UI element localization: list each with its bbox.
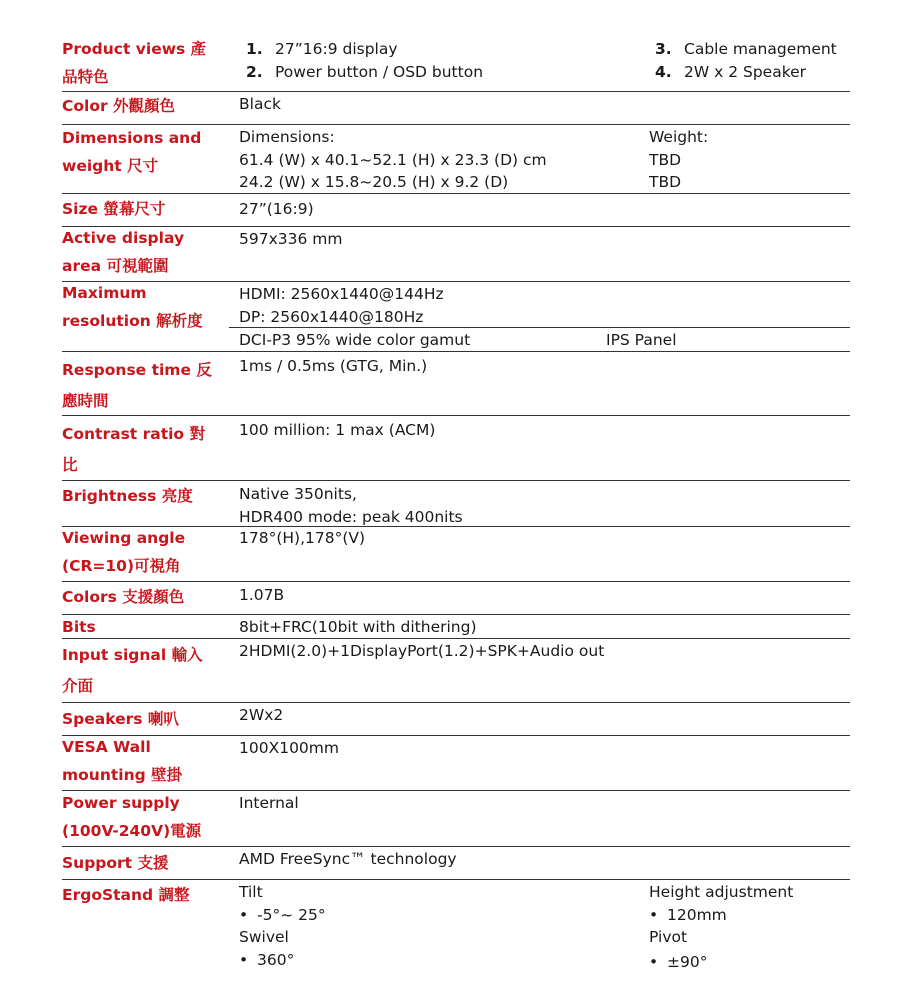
- spec-label-dimensions: Dimensions and weight 尺寸: [62, 129, 202, 175]
- resolution-dp: DP: 2560x1440@180Hz: [239, 307, 424, 326]
- product-view-item-4: 4. 2W x 2 Speaker: [655, 62, 807, 81]
- spec-value-vesa: 100X100mm: [239, 739, 339, 757]
- height-title: Height adjustment: [649, 883, 794, 901]
- spec-label-contrast: Contrast ratio 對比: [62, 425, 205, 474]
- row-divider: [62, 193, 850, 194]
- brightness-hdr: HDR400 mode: peak 400nits: [239, 507, 463, 526]
- spec-label-product-views: Product views 產品特色: [62, 40, 207, 86]
- swivel-value: • 360°: [239, 949, 294, 972]
- bullet-icon: •: [649, 953, 659, 971]
- row-divider: [62, 879, 850, 880]
- row-divider: [62, 638, 850, 639]
- spec-label-response-time: Response time 反應時間: [62, 361, 212, 410]
- row-divider: [62, 480, 850, 481]
- spec-value-color: Black: [239, 95, 281, 113]
- height-value: • 120mm: [649, 904, 727, 927]
- spec-label-active-area: Active display area 可視範圍: [62, 229, 185, 275]
- row-divider: [62, 91, 850, 92]
- spec-value-size: 27”(16:9): [239, 200, 314, 218]
- row-divider: [62, 415, 850, 416]
- spec-label-ergostand: ErgoStand 調整: [62, 886, 190, 904]
- swivel-title: Swivel: [239, 928, 289, 947]
- dimensions-cm: 61.4 (W) x 40.1~52.1 (H) x 23.3 (D) cm: [239, 150, 547, 169]
- dimensions-title: Dimensions:: [239, 128, 335, 146]
- row-divider: [62, 702, 850, 703]
- pivot-value: • ±90°: [649, 951, 707, 974]
- spec-value-support: AMD FreeSync™ technology: [239, 850, 457, 868]
- pivot-title: Pivot: [649, 928, 688, 947]
- spec-label-speakers: Speakers 喇叭: [62, 710, 179, 728]
- tilt-title: Tilt: [239, 883, 263, 901]
- bullet-icon: •: [649, 905, 659, 924]
- bullet-icon: •: [239, 905, 249, 924]
- spec-label-vesa: VESA Wall mounting 壁掛: [62, 738, 183, 784]
- spec-label-resolution: Maximum resolution 解析度: [62, 284, 203, 330]
- bullet-icon: •: [239, 950, 249, 969]
- product-view-item-2: 2. Power button / OSD button: [246, 62, 484, 81]
- weight-value-1: TBD: [649, 150, 682, 169]
- spec-value-input-signal: 2HDMI(2.0)+1DisplayPort(1.2)+SPK+Audio out: [239, 642, 605, 660]
- row-divider: [62, 581, 850, 582]
- spec-label-color: Color 外觀顏色: [62, 97, 176, 115]
- resolution-panel: IPS Panel: [606, 331, 677, 349]
- spec-value-bits: 8bit+FRC(10bit with dithering): [239, 618, 477, 636]
- dimensions-inch: 24.2 (W) x 15.8~20.5 (H) x 9.2 (D): [239, 173, 509, 192]
- spec-label-input-signal: Input signal 輸入介面: [62, 646, 203, 695]
- tilt-value: • -5°~ 25°: [239, 904, 326, 927]
- spec-label-size: Size 螢幕尺寸: [62, 200, 166, 218]
- resolution-gamut: DCI-P3 95% wide color gamut: [239, 331, 471, 349]
- row-divider: [62, 846, 850, 847]
- resolution-hdmi: HDMI: 2560x1440@144Hz: [239, 285, 444, 303]
- spec-value-power: Internal: [239, 794, 299, 812]
- spec-value-colors: 1.07B: [239, 586, 285, 604]
- spec-label-brightness: Brightness 亮度: [62, 487, 193, 505]
- spec-label-power: Power supply (100V-240V)電源: [62, 794, 202, 840]
- product-view-item-3: 3. Cable management: [655, 40, 837, 58]
- spec-value-active-area: 597x336 mm: [239, 230, 343, 248]
- product-view-item-1: 1. 27”16:9 display: [246, 40, 398, 58]
- spec-label-colors: Colors 支援顏色: [62, 588, 185, 606]
- spec-row-product-views: [62, 36, 850, 90]
- spec-label-bits: Bits: [62, 618, 96, 636]
- weight-title: Weight:: [649, 128, 709, 146]
- row-divider: [229, 327, 850, 328]
- spec-value-viewing-angle: 178°(H),178°(V): [239, 529, 366, 547]
- weight-value-2: TBD: [649, 173, 682, 192]
- spec-label-support: Support 支援: [62, 854, 169, 872]
- spec-label-viewing-angle: Viewing angle (CR=10)可視角: [62, 529, 186, 575]
- spec-value-contrast: 100 million: 1 max (ACM): [239, 421, 436, 439]
- row-divider: [62, 351, 850, 352]
- spec-value-response-time: 1ms / 0.5ms (GTG, Min.): [239, 357, 428, 375]
- spec-value-speakers: 2Wx2: [239, 706, 284, 724]
- brightness-native: Native 350nits,: [239, 485, 357, 503]
